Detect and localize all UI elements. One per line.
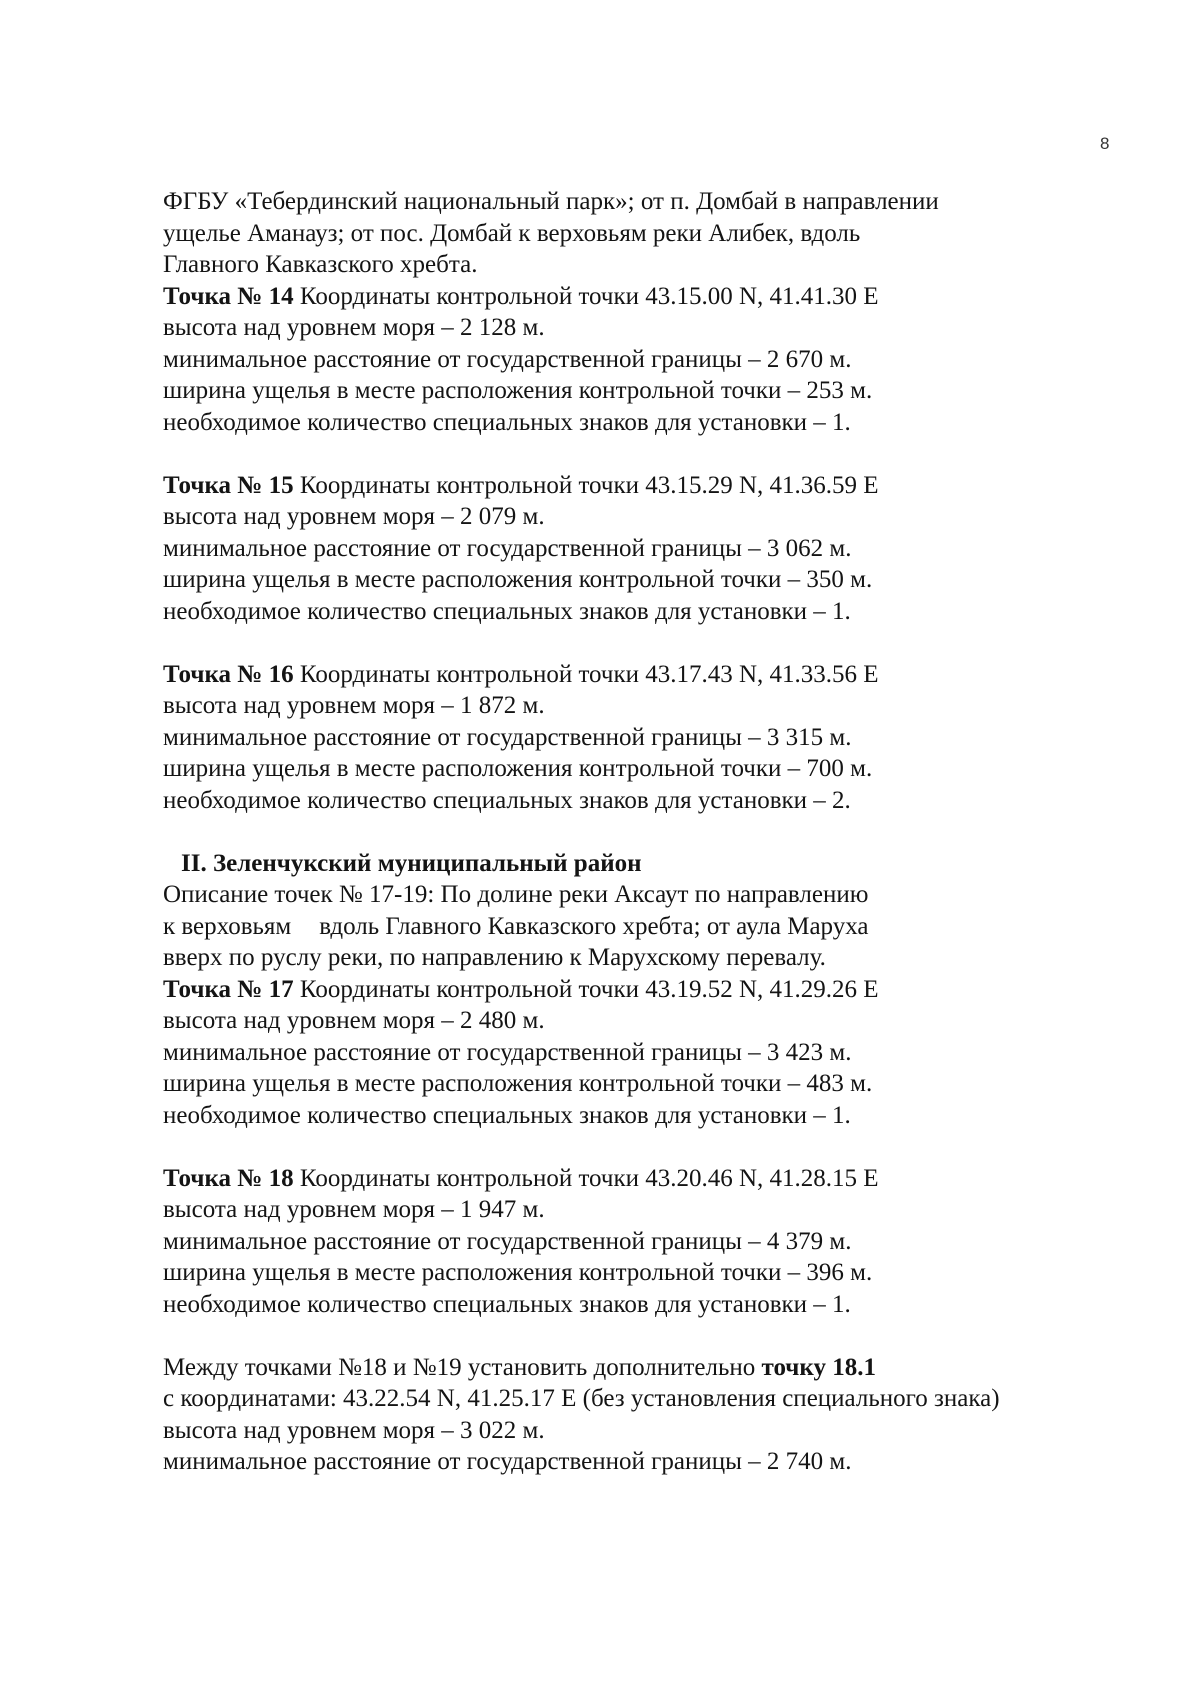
point-border-distance: минимальное расстояние от государственной границы – 3 062 м. xyxy=(163,534,852,562)
point-border-distance: минимальное расстояние от государственной границы – 3 315 м. xyxy=(163,723,852,751)
point-gorge-width: ширина ущелья в месте расположения контрольной точки – 483 м. xyxy=(163,1070,873,1097)
point-block-14 xyxy=(163,281,1163,439)
point-block-15 xyxy=(163,470,1163,628)
point-border-distance: минимальное расстояние от государственной границы – 3 423 м. xyxy=(163,1038,852,1066)
point-coords-line xyxy=(163,470,1163,502)
point-label: Точка № 17 xyxy=(163,975,294,1003)
point-coords: Координаты контрольной точки 43.17.43 N, 41.33.56 E xyxy=(293,660,879,688)
page-number: 8 xyxy=(1100,134,1110,153)
intro-line: Главного Кавказского хребта. xyxy=(163,251,478,278)
point-signs-count: необходимое количество специальных знаков для установки – 2. xyxy=(163,786,851,814)
section-description: Описание точек № 17-19: По долине реки Аксаут по направлению xyxy=(163,881,869,908)
point-label: Точка № 18 xyxy=(163,1164,294,1192)
extra-point-border-distance: минимальное расстояние от государственной границы – 2 740 м. xyxy=(163,1448,852,1475)
point-coords-line xyxy=(163,659,1163,691)
point-signs-count: необходимое количество специальных знаков для установки – 1. xyxy=(163,597,851,625)
point-border-distance: минимальное расстояние от государственной границы – 4 379 м. xyxy=(163,1227,852,1255)
point-signs-count: необходимое количество специальных знаков для установки – 1. xyxy=(163,408,851,436)
intro-line: ФГБУ «Тебердинский национальный парк»; от п. Домбай в направлении xyxy=(163,188,939,215)
point-altitude: высота над уровнем моря – 2 128 м. xyxy=(163,314,545,341)
extra-point-label: точку 18.1 xyxy=(761,1353,876,1381)
point-coords-line xyxy=(163,974,1163,1006)
intro-line: ущелье Аманауз; от пос. Домбай к верховьям реки Алибек, вдоль xyxy=(163,219,861,247)
point-gorge-width: ширина ущелья в месте расположения контрольной точки – 350 м. xyxy=(163,566,873,593)
point-gorge-width: ширина ущелья в месте расположения контрольной точки – 396 м. xyxy=(163,1259,873,1286)
point-coords: Координаты контрольной точки 43.20.46 N, 41.28.15 E xyxy=(293,1164,879,1192)
point-block-17 xyxy=(163,974,1163,1132)
section-description: к верховьям вдоль Главного Кавказского хребта; от аула Маруха xyxy=(163,912,869,940)
point-label: Точка № 16 xyxy=(163,660,294,688)
point-block-18 xyxy=(163,1163,1163,1321)
point-signs-count: необходимое количество специальных знаков для установки – 1. xyxy=(163,1101,851,1129)
point-gorge-width: ширина ущелья в месте расположения контрольной точки – 700 м. xyxy=(163,755,873,782)
point-coords-line xyxy=(163,281,1163,313)
section-description: вверх по руслу реки, по направлению к Марухскому перевалу. xyxy=(163,944,826,971)
point-coords: Координаты контрольной точки 43.15.29 N, 41.36.59 E xyxy=(293,471,879,499)
point-block-18-1 xyxy=(163,1352,1163,1478)
point-label: Точка № 14 xyxy=(163,282,294,310)
document-body xyxy=(163,186,1163,1478)
point-coords: Координаты контрольной точки 43.15.00 N, 41.41.30 E xyxy=(293,282,879,310)
point-block-16 xyxy=(163,659,1163,817)
point-gorge-width: ширина ущелья в месте расположения контрольной точки – 253 м. xyxy=(163,377,873,404)
point-coords: Координаты контрольной точки 43.19.52 N, 41.29.26 E xyxy=(293,975,879,1003)
extra-point-intro: Между точками №18 и №19 установить дополнительно точку 18.1 xyxy=(163,1353,876,1381)
point-coords-line xyxy=(163,1163,1163,1195)
point-border-distance: минимальное расстояние от государственной границы – 2 670 м. xyxy=(163,345,852,373)
point-altitude: высота над уровнем моря – 2 079 м. xyxy=(163,503,545,530)
point-signs-count: необходимое количество специальных знаков для установки – 1. xyxy=(163,1290,851,1318)
point-altitude: высота над уровнем моря – 1 947 м. xyxy=(163,1196,545,1223)
point-altitude: высота над уровнем моря – 2 480 м. xyxy=(163,1007,545,1034)
extra-point-coords: с координатами: 43.22.54 N, 41.25.17 E (без установления специального знака) xyxy=(163,1385,1000,1412)
point-altitude: высота над уровнем моря – 1 872 м. xyxy=(163,692,545,719)
section-heading: II. Зеленчукский муниципальный район xyxy=(181,849,642,877)
extra-point-altitude: высота над уровнем моря – 3 022 м. xyxy=(163,1416,545,1444)
point-label: Точка № 15 xyxy=(163,471,294,499)
